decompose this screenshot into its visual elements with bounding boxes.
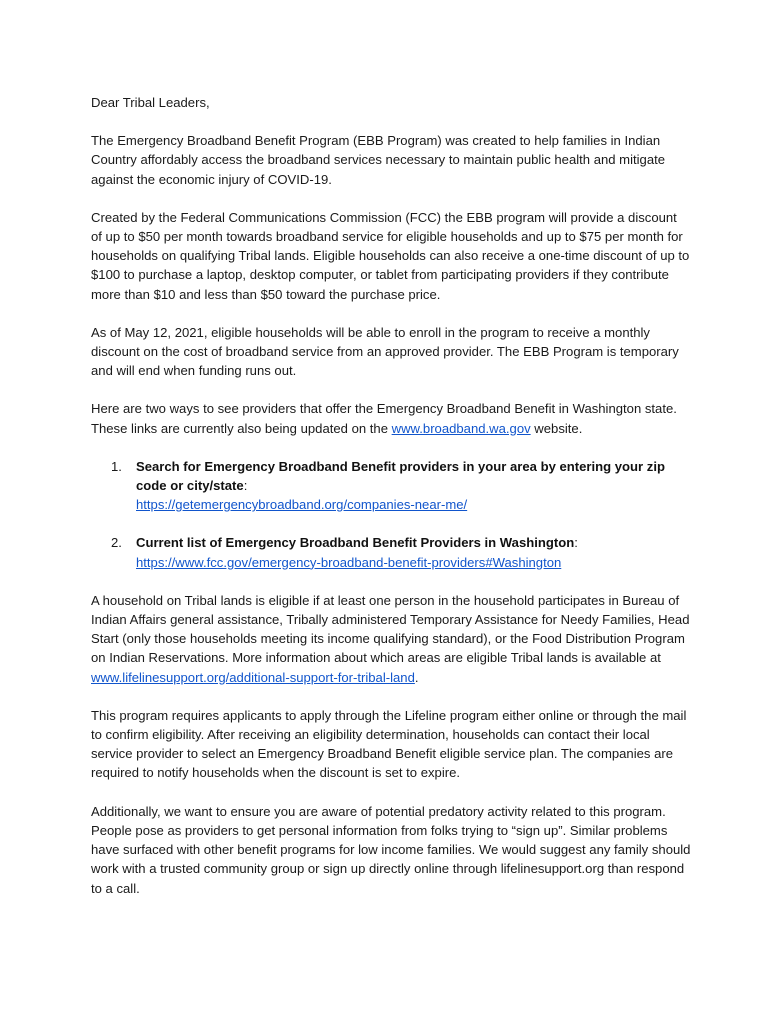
- list-item-heading: Current list of Emergency Broadband Benefit Providers in Washington: [136, 535, 575, 551]
- providers-intro-text: Here are two ways to see providers that offer the Emergency Broadband Benefit in Washington state. These links are currently also being updated on the: [91, 401, 677, 436]
- eligibility-text-end: .: [414, 669, 419, 685]
- list-item: [111, 457, 691, 515]
- lifeline-tribal-land-link[interactable]: www.lifelinesupport.org/additional-support-for-tribal-land: [91, 669, 415, 685]
- list-item-heading: Search for Emergency Broadband Benefit providers in your area by entering your zip code or city/state: [136, 458, 665, 494]
- paragraph-application-process: This program requires applicants to apply through the Lifeline program either online or through the mail to confirm eligibility. After receiving an eligibility determination, households can contact their local service provider to select an Emergency Broadband Benefit eligible service plan. The companies are required to notify households when the discount is set to expire.: [91, 707, 687, 781]
- paragraph-enrollment-date: As of May 12, 2021, eligible households will be able to enroll in the program to receive a monthly discount on the cost of broadband service from an approved provider. The EBB Program is temporary and will end when funding runs out.: [91, 324, 679, 379]
- list-item-number: 1.: [111, 458, 122, 474]
- list-item-colon: :: [574, 535, 578, 551]
- list-item: [111, 533, 691, 571]
- letter-body: [91, 93, 691, 917]
- broadband-wa-link[interactable]: www.broadband.wa.gov: [391, 420, 531, 436]
- list-item-number: 2.: [111, 535, 122, 551]
- paragraph-intro: The Emergency Broadband Benefit Program (EBB Program) was created to help families in Indian Country affordably access the broadband services necessary to maintain public health and mitigate against the economic injury of COVID-19.: [91, 133, 666, 187]
- list-item-colon: :: [243, 478, 248, 494]
- paragraph-predatory-warning: Additionally, we want to ensure you are aware of potential predatory activity related to this program. People pose as providers to get personal information from folks trying to “sign up”. Similar problems have surfaced with other benefit programs for low income families. We would suggest any family should work with a trusted community group or sign up directly online through lifelinesupport.org than respond to a call.: [91, 803, 691, 896]
- companies-near-me-link[interactable]: https://getemergencybroadband.org/companies-near-me/: [136, 497, 468, 513]
- paragraph-providers-intro: [91, 399, 691, 437]
- paragraph-discount-details: Created by the Federal Communications Commission (FCC) the EBB program will provide a discount of up to $50 per month towards broadband service for eligible households and up to $75 per month for households on qualifying Tribal lands. Eligible households can also receive a one-time discount of up to $100 to purchase a laptop, desktop computer, or tablet from participating providers if they contribute more than $10 and less than $50 toward the purchase price.: [91, 209, 690, 302]
- provider-links-list: [91, 457, 691, 572]
- fcc-providers-link[interactable]: https://www.fcc.gov/emergency-broadband-benefit-providers#Washington: [136, 554, 562, 570]
- eligibility-text: A household on Tribal lands is eligible if at least one person in the household participates in Bureau of Indian Affairs general assistance, Tribally administered Temporary Assistance for Needy Families, Head Start (only those households meeting its income qualifying standard), or the Food Distribution Program on Indian Reservations. More information about which areas are eligible Tribal lands is available at: [91, 592, 690, 666]
- paragraph-eligibility: [91, 591, 691, 687]
- providers-intro-text-end: website.: [530, 420, 583, 436]
- greeting: Dear Tribal Leaders,: [91, 95, 210, 110]
